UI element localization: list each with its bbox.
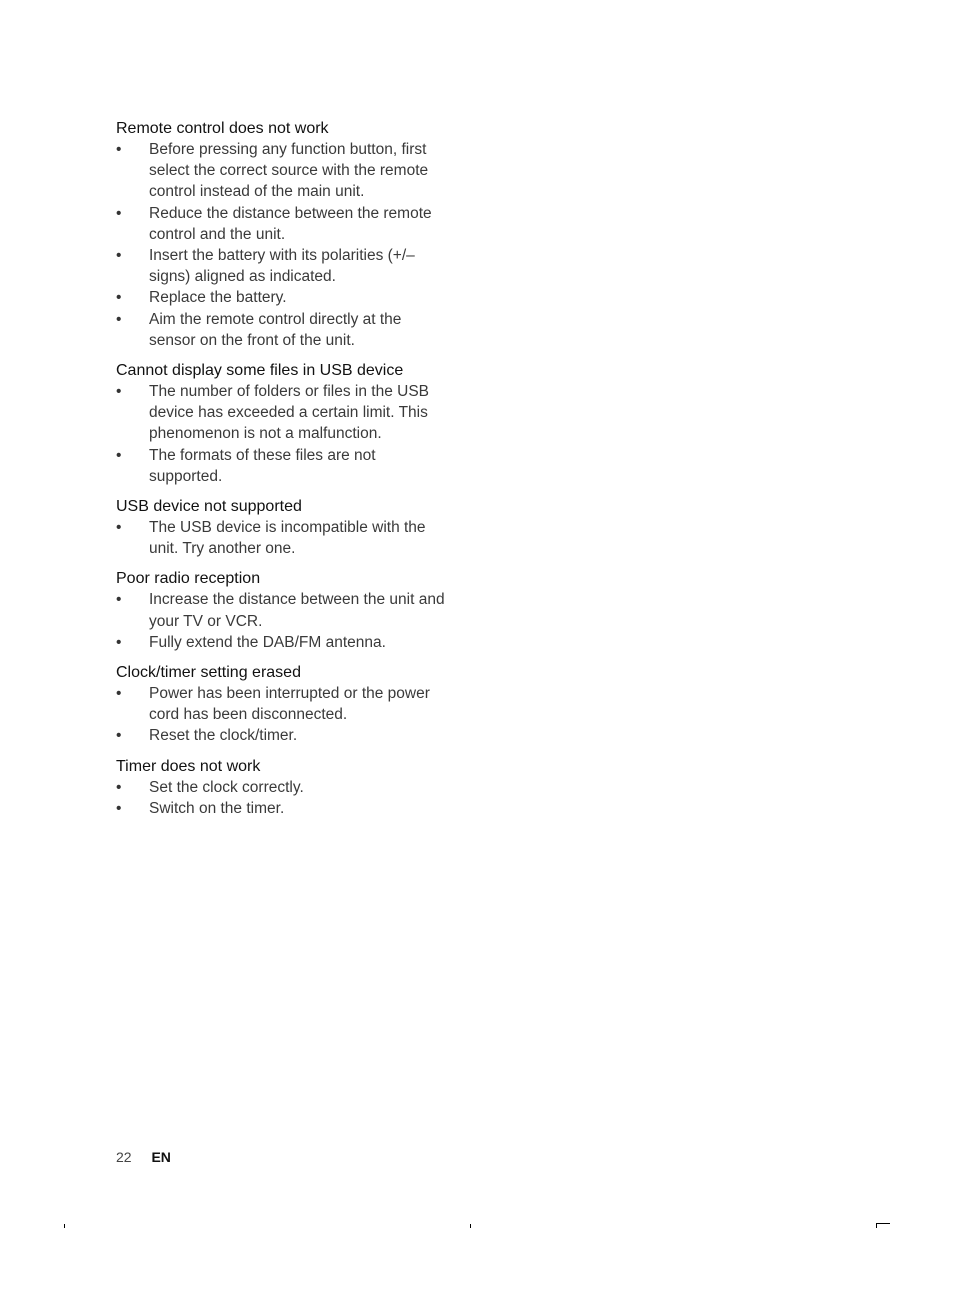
bullet-list xyxy=(116,381,451,487)
bullet-list xyxy=(116,683,451,747)
list-item-text: Reduce the distance between the remote control and the unit. xyxy=(149,204,432,243)
list-item-text: Fully extend the DAB/FM antenna. xyxy=(149,633,386,651)
section-title: USB device not supported xyxy=(116,498,302,516)
bullet-icon: • xyxy=(116,446,122,464)
list-item xyxy=(116,309,451,351)
list-item xyxy=(116,777,451,798)
crop-mark-right-horizontal xyxy=(876,1223,890,1224)
crop-mark-right-vertical xyxy=(876,1223,877,1228)
list-item xyxy=(116,245,451,287)
bullet-icon: • xyxy=(116,591,122,609)
list-item-text: The formats of these files are not supported. xyxy=(149,446,376,485)
list-item-text: The USB device is incompatible with the unit. Try another one. xyxy=(149,519,426,558)
bullet-icon: • xyxy=(116,685,122,703)
section-usb-files xyxy=(116,360,451,487)
bullet-list xyxy=(116,589,451,653)
bullet-icon: • xyxy=(116,633,122,651)
crop-mark-center xyxy=(470,1224,471,1228)
section-title: Timer does not work xyxy=(116,757,261,775)
list-item-text: Power has been interrupted or the power cord has been disconnected. xyxy=(149,685,430,724)
page-number: 22 xyxy=(116,1149,132,1165)
list-item xyxy=(116,683,451,725)
list-item-text: Replace the battery. xyxy=(149,289,287,307)
page-footer xyxy=(116,1147,171,1167)
bullet-icon: • xyxy=(116,519,122,537)
list-item xyxy=(116,517,451,559)
bullet-icon: • xyxy=(116,141,122,158)
section-remote-control xyxy=(116,118,451,351)
bullet-icon: • xyxy=(116,799,122,817)
list-item-text: Increase the distance between the unit and your TV or VCR. xyxy=(149,591,445,630)
list-item-text: Aim the remote control directly at the sensor on the front of the unit. xyxy=(149,310,402,349)
bullet-list xyxy=(116,517,451,559)
list-item xyxy=(116,798,451,819)
list-item xyxy=(116,725,451,746)
bullet-list xyxy=(116,139,451,351)
bullet-icon: • xyxy=(116,778,122,796)
section-title: Remote control does not work xyxy=(116,120,329,137)
list-item-text: Reset the clock/timer. xyxy=(149,727,298,745)
section-title: Clock/timer setting erased xyxy=(116,664,301,682)
list-item-text: The number of folders or files in the USB device has exceeded a certain limit. This phenomenon is not a malfunction. xyxy=(149,383,429,443)
list-item-text: Set the clock correctly. xyxy=(149,778,304,796)
language-code: EN xyxy=(151,1149,171,1165)
list-item xyxy=(116,139,451,203)
section-clock-timer-erased xyxy=(116,662,451,747)
section-title: Poor radio reception xyxy=(116,570,261,588)
bullet-icon: • xyxy=(116,247,122,265)
list-item xyxy=(116,203,451,245)
list-item xyxy=(116,632,451,653)
crop-mark-left xyxy=(64,1224,65,1228)
list-item xyxy=(116,445,451,487)
list-item-text: Before pressing any function button, first select the correct source with the remote control instead of the main unit. xyxy=(149,141,429,201)
section-radio-reception xyxy=(116,568,451,653)
bullet-icon: • xyxy=(116,310,122,328)
bullet-list xyxy=(116,777,451,819)
bullet-icon: • xyxy=(116,289,122,307)
section-usb-not-supported xyxy=(116,496,451,559)
list-item-text: Switch on the timer. xyxy=(149,799,285,817)
section-title: Cannot display some files in USB device xyxy=(116,362,404,380)
list-item xyxy=(116,287,451,308)
bullet-icon: • xyxy=(116,727,122,745)
troubleshooting-column xyxy=(116,118,451,828)
list-item xyxy=(116,381,451,445)
list-item xyxy=(116,589,451,631)
section-timer-not-work xyxy=(116,756,451,819)
list-item-text: Insert the battery with its polarities (+/– signs) aligned as indicated. xyxy=(149,247,415,286)
bullet-icon: • xyxy=(116,204,122,222)
bullet-icon: • xyxy=(116,383,122,401)
